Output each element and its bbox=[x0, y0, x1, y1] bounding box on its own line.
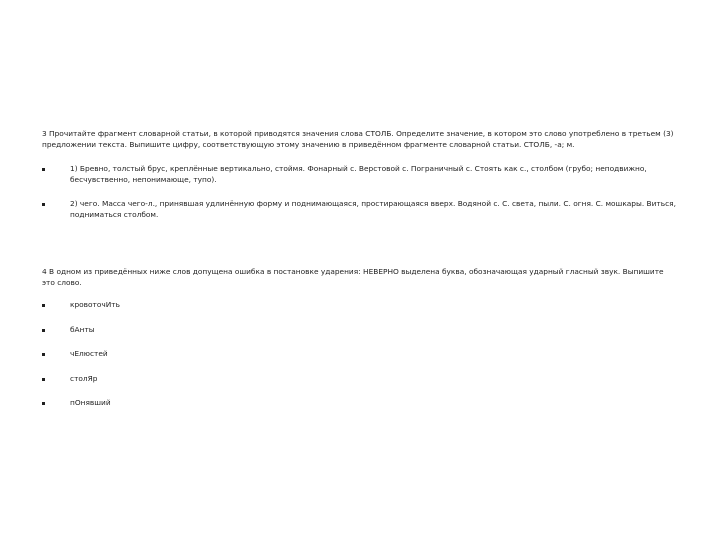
word-item bbox=[42, 349, 678, 360]
word-text: бАнты bbox=[70, 324, 95, 334]
word-text: чЕлюстей bbox=[70, 349, 108, 358]
bullet-icon bbox=[42, 329, 45, 332]
word-item bbox=[42, 300, 678, 311]
task-4-text: 4 В одном из приведённых ниже слов допущена ошибка в постановке ударения: НЕВЕРНО выделена буква, обозначающая ударный гласный звук. Выпишите это слово. bbox=[42, 267, 664, 287]
bullet-icon bbox=[42, 304, 45, 307]
word-item bbox=[42, 374, 678, 385]
word-text: кровоточИть bbox=[70, 300, 120, 309]
bullet-icon bbox=[42, 203, 45, 206]
word-list bbox=[42, 300, 678, 409]
definition-item bbox=[42, 199, 678, 220]
definition-text: 2) чего. Масса чего-л., принявшая удлинённую форму и поднимающаяся, простирающаяся вверх. Водяной с. С. света, пыли. С. огня. С. мошкары. Виться, подниматься столбом. bbox=[70, 199, 676, 219]
word-item bbox=[42, 325, 678, 336]
word-text: пОнявший bbox=[70, 398, 111, 407]
bullet-icon bbox=[42, 402, 45, 405]
task-4 bbox=[42, 267, 678, 409]
bullet-icon bbox=[42, 378, 45, 381]
task-3-text: 3 Прочитайте фрагмент словарной статьи, в которой приводятся значения слова СТОЛБ. Определите значение, в котором это слово употреблено в третьем (3) предложении текста. Выпишите цифру, соответствующую этому значению в приведённом фрагменте словарной статьи. СТОЛБ, -а; м. bbox=[42, 129, 674, 149]
word-item bbox=[42, 398, 678, 409]
bullet-icon bbox=[42, 353, 45, 356]
word-text: столЯр bbox=[70, 373, 98, 383]
definition-item bbox=[42, 164, 678, 185]
task-3 bbox=[42, 129, 678, 220]
bullet-icon bbox=[42, 168, 45, 171]
definition-text: 1) Бревно, толстый брус, креплённые вертикально, стоймя. Фонарный с. Верстовой с. Пограничный с. Стоять как с., столбом (грубо; неподвижно, бесчувственно, непонимающе, тупо). bbox=[70, 164, 647, 184]
definition-list bbox=[42, 164, 678, 220]
